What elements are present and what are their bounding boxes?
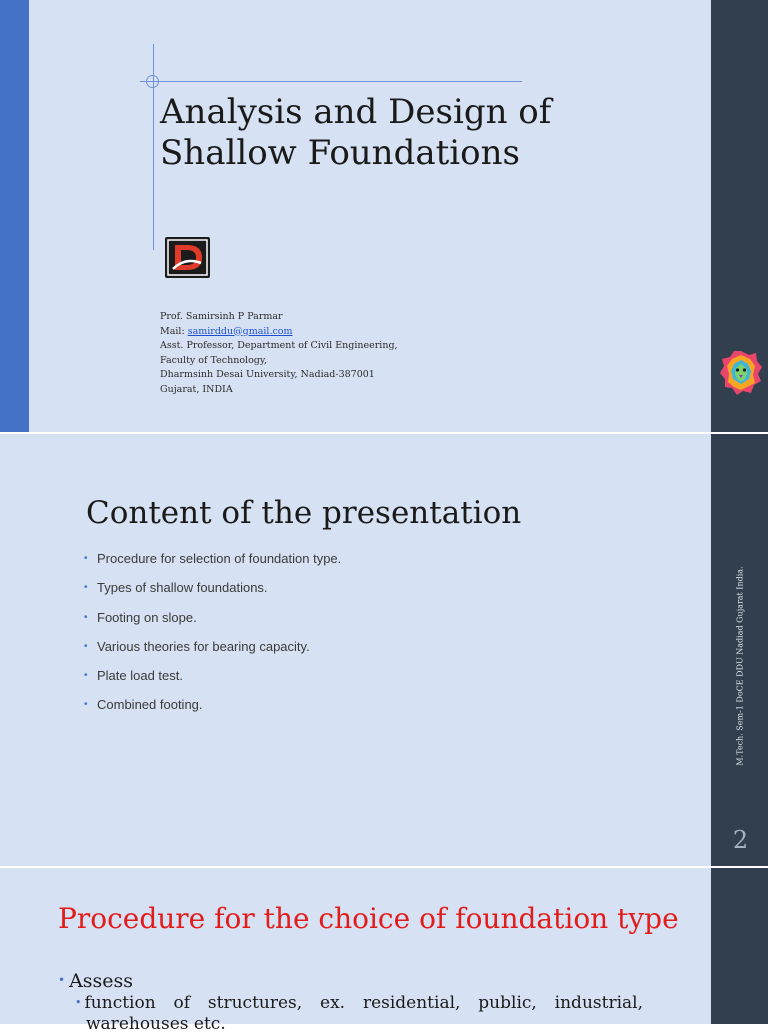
sub-bullet-text: function of structures, ex. residential, public, industrial, xyxy=(84,993,643,1013)
list-item: • Various theories for bearing capacity. xyxy=(84,636,341,665)
author-name: Prof. Samirsinh P Parmar xyxy=(160,311,283,322)
author-position: Asst. Professor, Department of Civil Engineering, xyxy=(160,340,398,351)
sub-bullet-continuation: warehouses etc. xyxy=(86,1014,226,1034)
title-guide-horizontal xyxy=(140,81,522,82)
page-number: 2 xyxy=(732,826,749,854)
list-item: • Types of shallow foundations. xyxy=(84,577,341,606)
title-guide-circle xyxy=(146,75,159,88)
sub-bullet-function xyxy=(75,992,643,1014)
contents-list xyxy=(84,548,341,724)
list-item: • Procedure for selection of foundation type. xyxy=(84,548,341,577)
contents-title: Content of the presentation xyxy=(86,495,522,531)
mail-label: Mail: xyxy=(160,325,188,337)
ddu-logo-icon xyxy=(165,237,210,278)
bullet-dot-icon: • xyxy=(75,996,82,1009)
presentation-title xyxy=(160,92,660,174)
slide-footer: M.Tech. Sem-1 DoCE DDU Nadiad Gujarat India. xyxy=(735,566,745,766)
list-item: • Footing on slope. xyxy=(84,607,341,636)
title-line-1: Analysis and Design of xyxy=(160,92,552,132)
bullet-assess xyxy=(58,967,133,994)
list-item: • Plate load test. xyxy=(84,665,341,694)
author-mail-line xyxy=(160,325,560,340)
side-band xyxy=(711,868,768,1024)
list-item: • Combined footing. xyxy=(84,694,341,723)
bullet-text: Assess xyxy=(69,970,134,992)
colorful-lion-icon xyxy=(720,350,762,396)
author-location: Gujarat, INDIA xyxy=(160,383,233,395)
accent-bar xyxy=(0,0,29,432)
author-faculty: Faculty of Technology, xyxy=(160,354,268,366)
bullet-dot-icon: • xyxy=(58,973,66,987)
author-info xyxy=(160,310,560,397)
slide-title xyxy=(0,0,768,432)
author-email-link[interactable]: samirddu@gmail.com xyxy=(187,325,293,337)
title-line-2: Shallow Foundations xyxy=(160,133,520,173)
procedure-title: Procedure for the choice of foundation type xyxy=(58,902,679,935)
author-university: Dharmsinh Desai University, Nadiad-387001 xyxy=(160,369,375,380)
